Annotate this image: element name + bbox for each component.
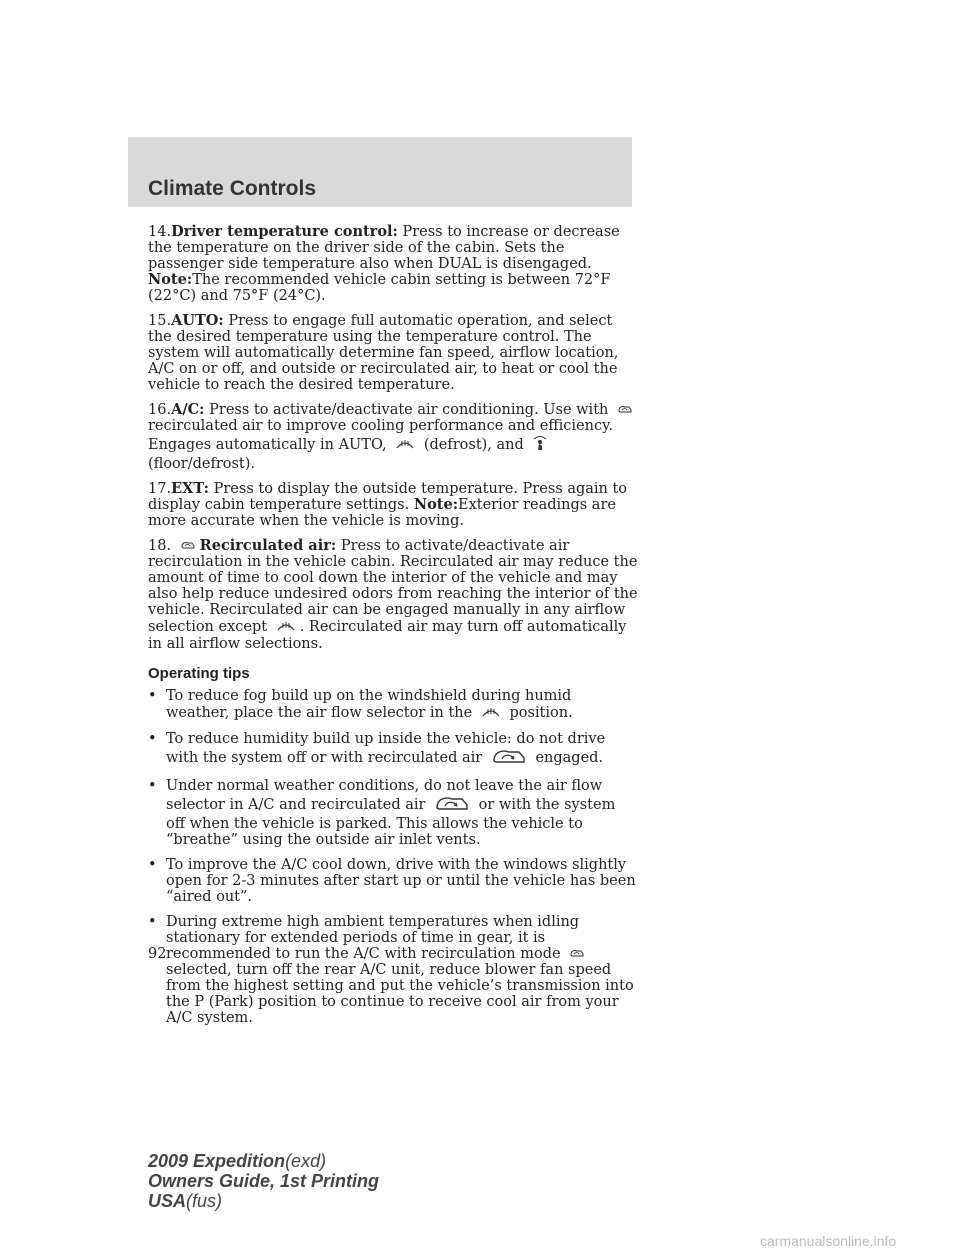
- bullet: •: [148, 778, 157, 794]
- defrost-icon: [481, 704, 501, 722]
- item-text: Press to engage full automatic operation, and select the desired temperature using the temperature control. The system will automatically determine fan speed, airflow location, A/C on or off, and outside or recirculated air, to heat or cool the vehicle to reach the desired temperature.: [148, 313, 619, 393]
- section-title: Climate Controls: [148, 177, 317, 200]
- item-term: Driver temperature control:: [171, 223, 398, 240]
- footer-model: 2009 Expedition: [148, 1151, 286, 1171]
- tip-text: engaged.: [535, 750, 604, 766]
- item-text: Press to increase or decrease the temperature on the driver side of the cabin. Sets the passenger side temperature also when DUAL is disengaged.: [148, 224, 620, 272]
- operating-tips-list: [148, 688, 638, 1026]
- item-15: [148, 313, 638, 393]
- tip-text: To reduce humidity build up inside the vehicle: do not drive with the system off or with recirculated air: [166, 731, 606, 766]
- page-content: [148, 224, 638, 1035]
- footer-region: USA: [148, 1191, 187, 1211]
- tip-text: To improve the A/C cool down, drive with the windows slightly open for 2-3 minutes after start up or until the vehicle has been “aired out”.: [166, 857, 636, 905]
- recirculated-air-icon: [434, 794, 470, 816]
- item-number: 18.: [148, 538, 172, 554]
- tip-text: During extreme high ambient temperatures when idling stationary for extended periods of time in gear, it is recommended to run the A/C with recirculation mode: [166, 914, 580, 962]
- recirculated-air-icon: [491, 747, 527, 769]
- tip-text: selected, turn off the rear A/C unit, reduce blower fan speed from the highest setting and put the vehicle’s transmission into the P (Park) position to continue to receive cool air from your A/C system.: [166, 962, 634, 1026]
- item-number: 16.: [148, 402, 172, 418]
- bullet: •: [148, 857, 157, 873]
- footer-region-code: (fus): [186, 1191, 223, 1211]
- list-item: [148, 914, 638, 1026]
- item-number: 17.: [148, 481, 172, 497]
- item-text: Press to activate/deactivate air conditioning. Use with: [209, 402, 609, 418]
- floor-defrost-icon: [532, 434, 548, 456]
- item-text: recirculated air to improve cooling performance and efficiency. Engages automatically in AUTO,: [148, 418, 613, 453]
- bullet: •: [148, 914, 157, 930]
- item-17: [148, 481, 638, 529]
- list-item: [148, 857, 638, 905]
- list-item: [148, 731, 638, 769]
- page-number: 92: [148, 946, 167, 962]
- tip-text: or with the system off when the vehicle is parked. This allows the vehicle to “breathe” using the outside air inlet vents.: [166, 797, 616, 848]
- item-term: EXT:: [171, 480, 209, 497]
- footer-line-1: [148, 1151, 379, 1171]
- watermark: carmanualsonline.info: [760, 1233, 897, 1249]
- footer-code: (exd): [285, 1151, 327, 1171]
- item-text: (defrost), and: [423, 437, 524, 453]
- item-text: Press to display the outside temperature. Press again to display cabin temperature settings.: [148, 481, 628, 513]
- item-text: (floor/defrost).: [148, 456, 256, 472]
- footer-line-3: [148, 1191, 379, 1211]
- note-text: The recommended vehicle cabin setting is between 72°F (22°C) and 75°F (24°C).: [148, 272, 611, 304]
- defrost-icon: [395, 436, 415, 454]
- item-text: . Recirculated air may turn off automatically in all airflow selections.: [148, 619, 627, 652]
- note-label: Note:: [148, 271, 193, 288]
- defrost-icon: [276, 618, 296, 636]
- item-term: A/C:: [171, 401, 205, 418]
- note-text: Exterior readings are more accurate when the vehicle is moving.: [148, 497, 616, 529]
- print-footer: [148, 1151, 897, 1249]
- bullet: •: [148, 688, 157, 704]
- recirculated-air-icon: [180, 538, 196, 554]
- item-number: 14.: [148, 224, 172, 240]
- item-18: [148, 538, 638, 652]
- item-number: 15.: [148, 313, 172, 329]
- list-item: [148, 778, 638, 848]
- recirculated-air-icon: [617, 402, 633, 418]
- item-16: [148, 402, 638, 472]
- item-14: [148, 224, 638, 304]
- list-item: [148, 688, 638, 722]
- operating-tips-heading: Operating tips: [148, 665, 250, 682]
- note-label: Note:: [413, 496, 459, 513]
- footer-line-2: Owners Guide, 1st Printing: [148, 1171, 380, 1191]
- tip-text: Under normal weather conditions, do not leave the air flow selector in A/C and recirculated air: [166, 778, 603, 813]
- item-term: Recirculated air:: [199, 537, 337, 554]
- tip-text: To reduce fog build up on the windshield during humid weather, place the air flow selector in the: [166, 688, 572, 721]
- bullet: •: [148, 731, 157, 747]
- recirculated-air-icon: [569, 946, 585, 962]
- tip-text: position.: [509, 705, 573, 721]
- item-text: Press to activate/deactivate air recirculation in the vehicle cabin. Recirculated air may reduce the amount of time to cool down the interior of the vehicle and may also help reduce undesired odors from reaching the interior of the vehicle. Recirculated air can be engaged manually in any airflow selection except: [148, 538, 638, 635]
- item-term: AUTO:: [171, 312, 224, 329]
